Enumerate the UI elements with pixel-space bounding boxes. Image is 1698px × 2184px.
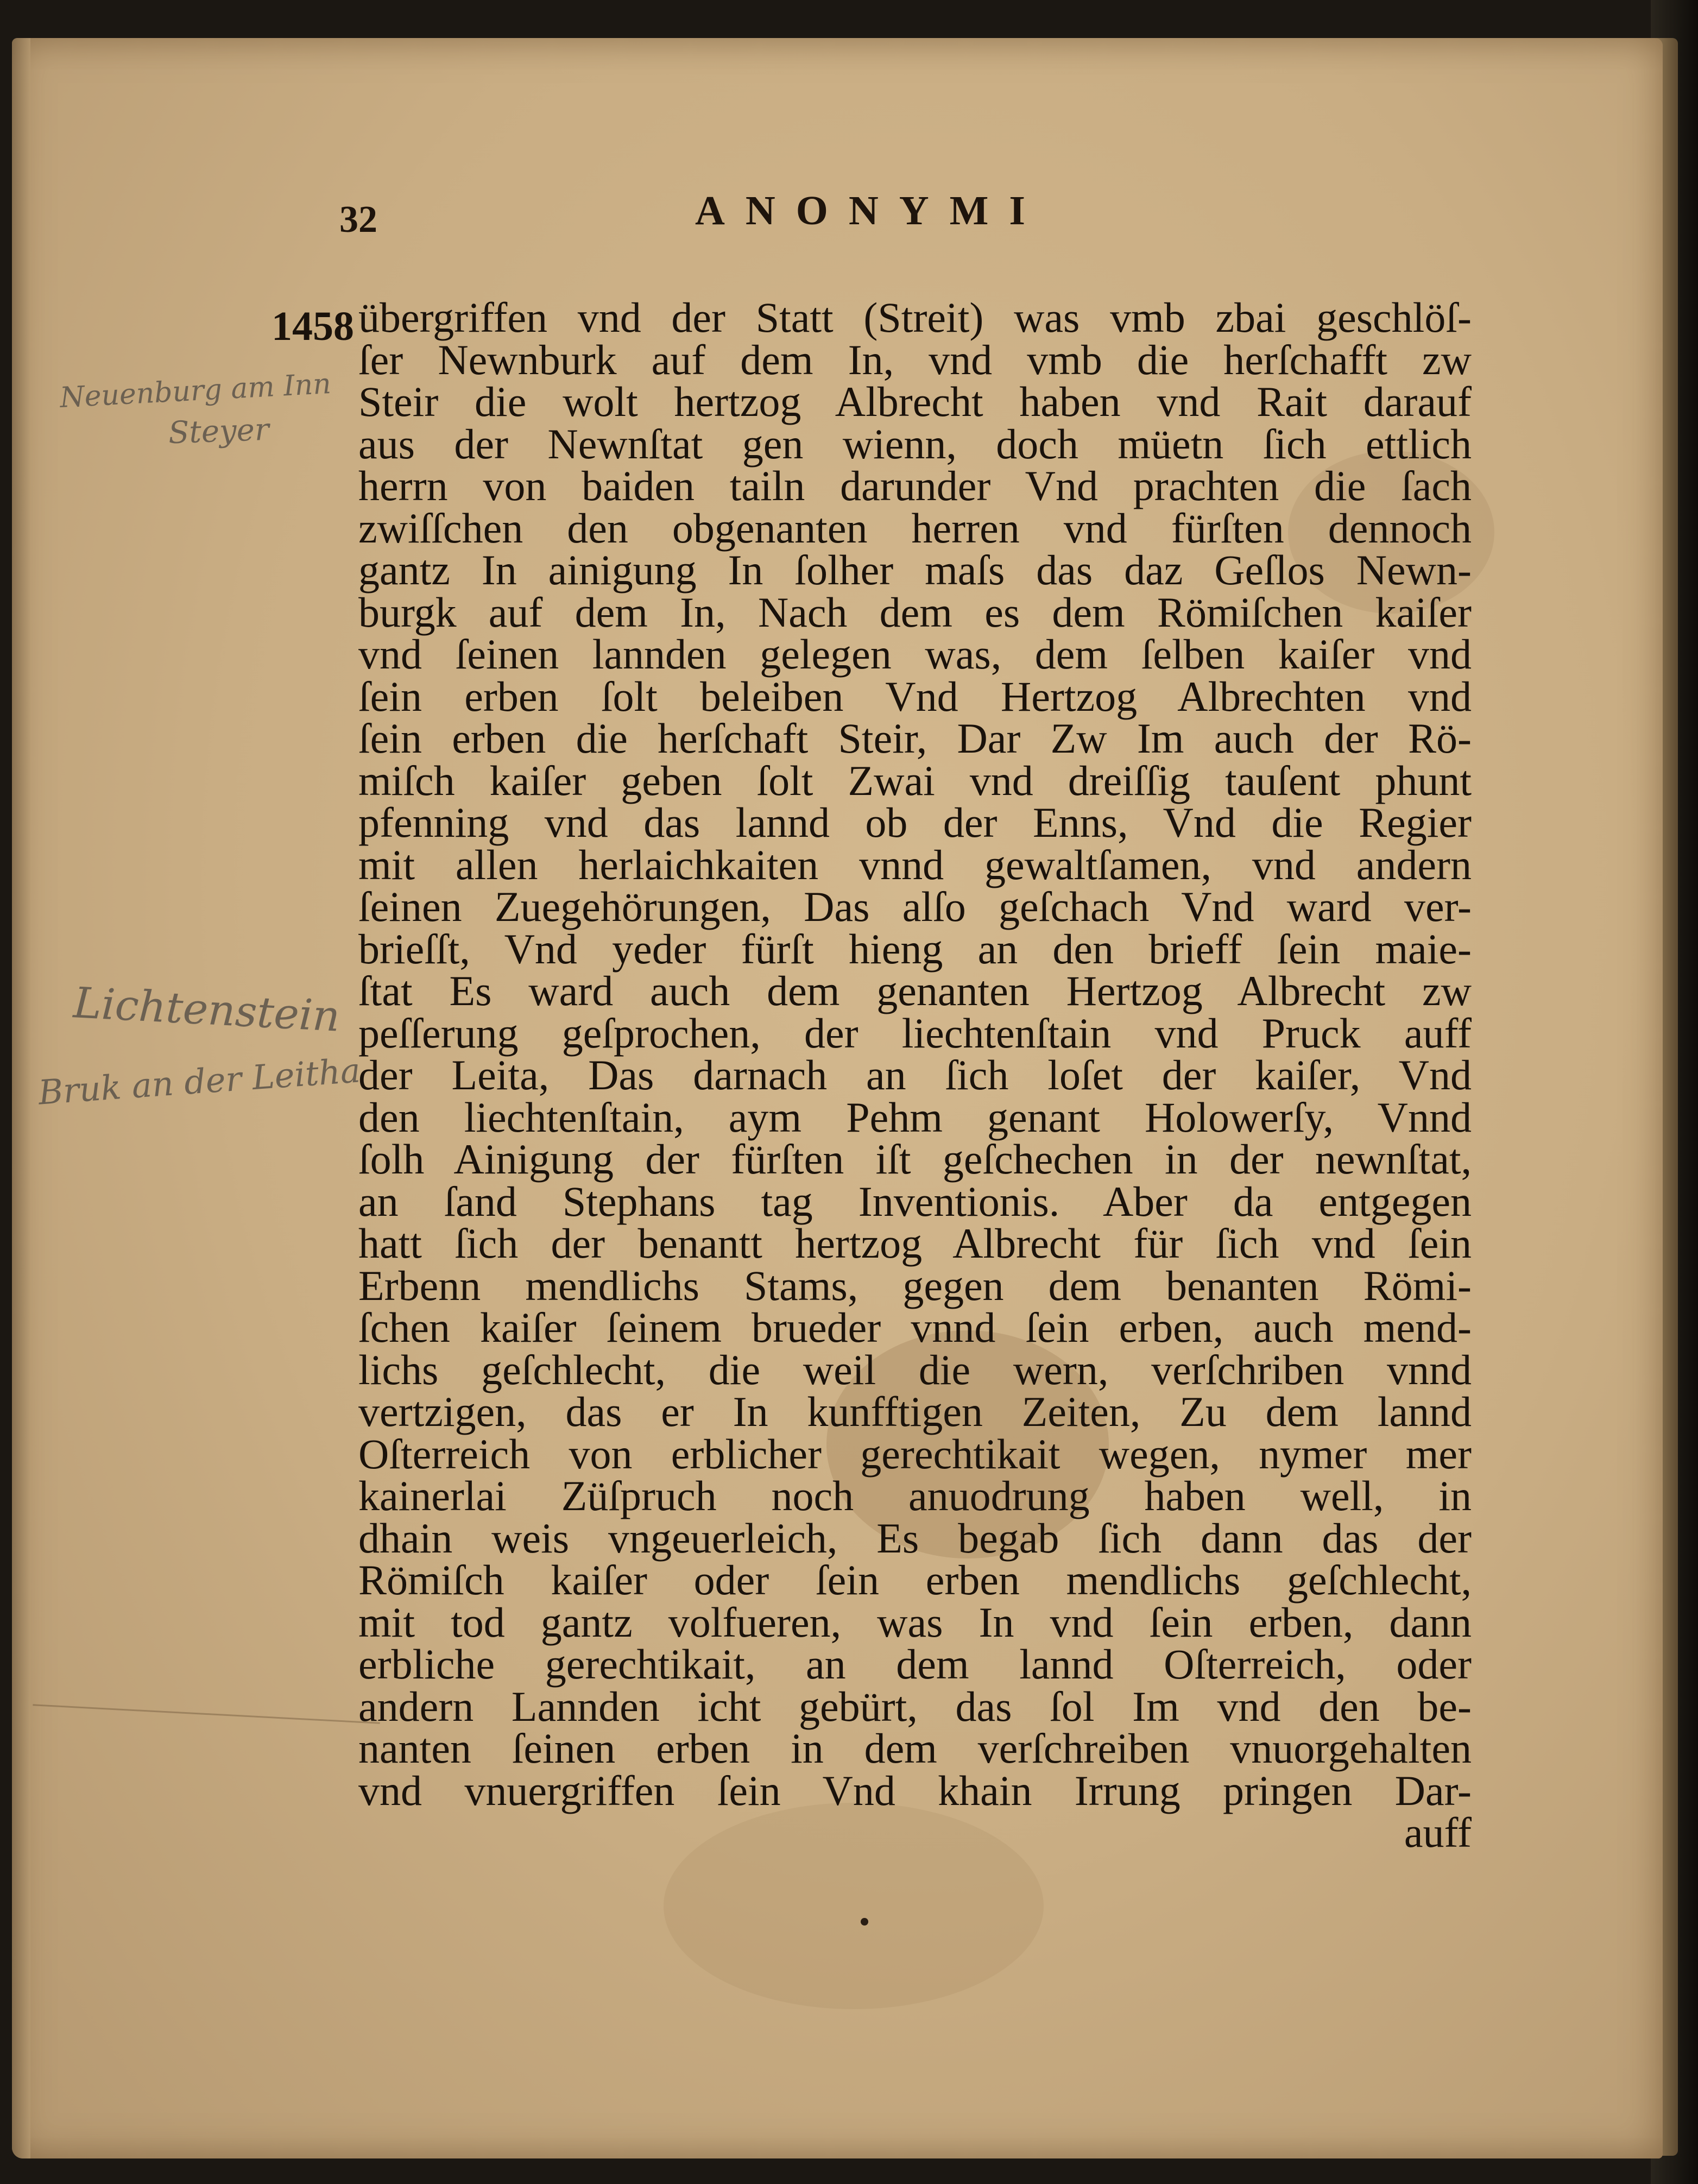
catchword: auff [1404,1809,1472,1856]
handwritten-margin-note: Steyer [167,412,270,451]
handwritten-margin-note: Lichtenstein [72,979,342,1041]
text-line: vertzigen, das er In kunfftigen Zeiten, Zu dem lannd [358,1388,1472,1435]
text-line: ſolh Ainigung der fürſten iſt geſchechen in der newnſtat, [358,1135,1472,1183]
handwritten-margin-note: Neuenburg am Inn [59,367,332,415]
ink-dot [861,1918,868,1926]
text-line: dhain weis vngeuerleich, Es begab ſich dann das der [358,1514,1472,1562]
text-line: zwiſſchen den obgenanten herren vnd fürſten dennoch [358,504,1472,552]
text-line: lichs geſchlecht, die weil die wern, verſchriben vnnd [358,1346,1472,1393]
text-line: Erbenn mendlichs Stams, gegen dem benanten Römi- [358,1261,1472,1309]
text-line: kainerlai Züſpruch noch anuodrung haben well, in [358,1472,1472,1519]
body-text [358,296,1472,1854]
text-line: peſſerung geſprochen, der liechtenſtain vnd Pruck auff [358,1009,1472,1057]
text-line: erbliche gerechtikait, an dem lannd Oſterreich, oder [358,1640,1472,1688]
page-header [0,187,1698,247]
text-line: den liechtenſtain, aym Pehm genant Holowerſy, Vnnd [358,1093,1472,1141]
text-line: gantz In ainigung In ſolher maſs das daz Geſlos Newn- [358,546,1472,594]
text-line: ſchen kaiſer ſeinem brueder vnnd ſein erben, auch mend- [358,1304,1472,1351]
text-line: pfenning vnd das lannd ob der Enns, Vnd die Regier [358,799,1472,846]
text-line: ſeinen Zuegehörungen, Das alſo geſchach Vnd ward ver- [358,883,1472,930]
text-line: an ſand Stephans tag Inventionis. Aber da entgegen [358,1177,1472,1225]
text-line: mit tod gantz volfueren, was In vnd ſein erben, dann [358,1598,1472,1646]
text-line: miſch kaiſer geben ſolt Zwai vnd dreiſſig tauſent phunt [358,756,1472,804]
running-title: ANONYMI [695,188,1046,233]
text-line: burgk auf dem In, Nach dem es dem Römiſchen kaiſer [358,588,1472,636]
text-line: vnd ſeinen lannden gelegen was, dem ſelben kaiſer vnd [358,630,1472,678]
text-line: ſtat Es ward auch dem genanten Hertzog Albrecht zw [358,967,1472,1014]
text-line: ſein erben die herſchaft Steir, Dar Zw Im auch der Rö- [358,715,1472,762]
text-line: ſer Newnburk auf dem In, vnd vmb die herſchafft zw [358,336,1472,383]
page-number: 32 [339,199,377,241]
text-line: Steir die wolt hertzog Albrecht haben vnd Rait darauf [358,378,1472,425]
text-line: brieſſt, Vnd yeder fürſt hieng an den brieff ſein maie- [358,925,1472,973]
text-line: vnd vnuergriffen ſein Vnd khain Irrung pringen Dar- [358,1766,1472,1814]
text-line: ſein erben ſolt beleiben Vnd Hertzog Albrechten vnd [358,672,1472,720]
text-line: nanten ſeinen erben in dem verſchreiben vnuorgehalten [358,1725,1472,1772]
text-line: mit allen herlaichkaiten vnnd gewaltſamen, vnd andern [358,841,1472,888]
margin-year: 1458 [272,304,354,349]
text-line: andern Lannden icht gebürt, das ſol Im vnd den be- [358,1682,1472,1730]
text-line: aus der Newnſtat gen wienn, doch müetn ſich ettlich [358,420,1472,468]
text-line: herrn von baiden tailn darunder Vnd prachten die ſach [358,462,1472,509]
text-line: der Leita, Das darnach an ſich loſet der kaiſer, Vnd [358,1051,1472,1099]
handwritten-margin-note: Bruk an der Leitha [37,1050,362,1113]
text-line: hatt ſich der benantt hertzog Albrecht für ſich vnd ſein [358,1220,1472,1267]
text-line: übergriffen vnd der Statt (Streit) was vmb zbai geschlöſ- [358,294,1472,341]
text-line: Oſterreich von erblicher gerechtikait wegen, nymer mer [358,1430,1472,1478]
text-line: Römiſch kaiſer oder ſein erben mendlichs geſchlecht, [358,1556,1472,1604]
